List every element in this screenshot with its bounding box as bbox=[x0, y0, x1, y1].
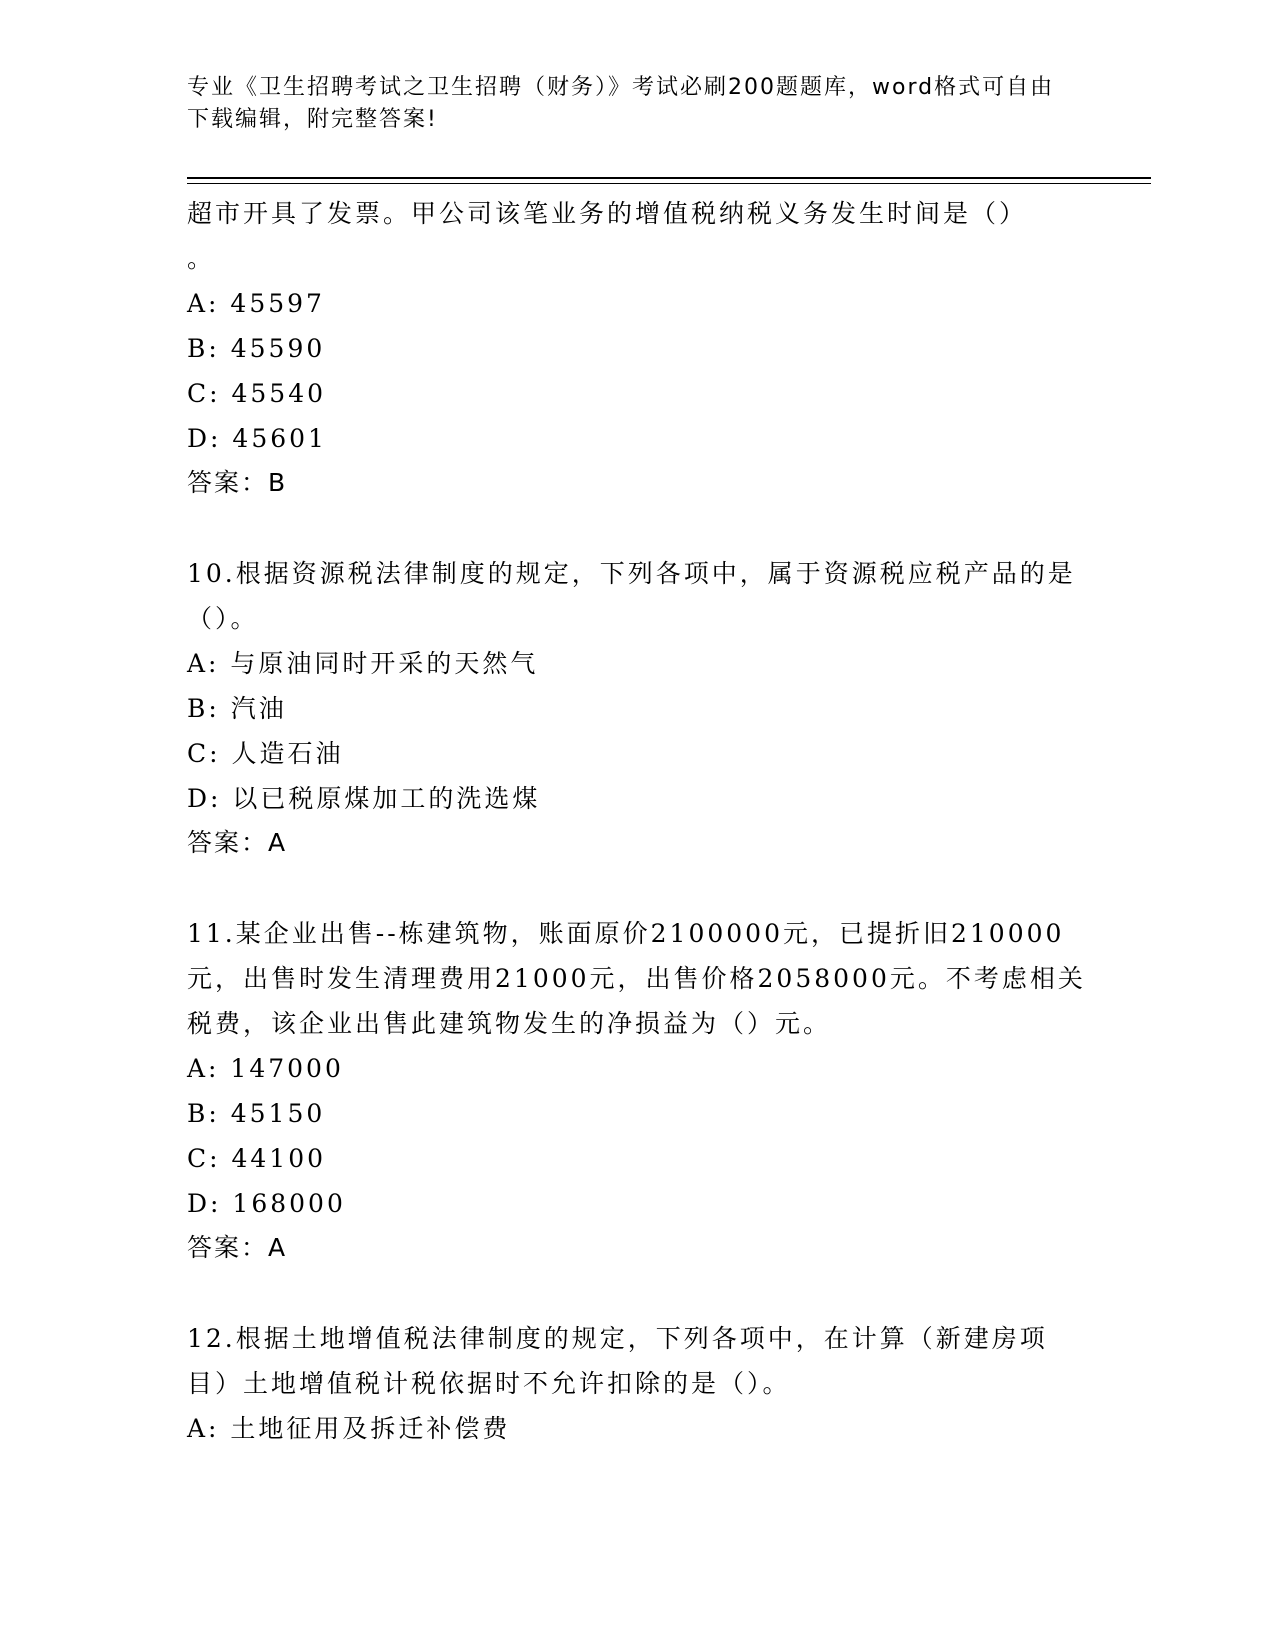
option-a: A: 45597 bbox=[187, 289, 325, 318]
option-b: B: 汽油 bbox=[187, 694, 287, 723]
option-d: D: 168000 bbox=[187, 1189, 346, 1218]
question-11-text: 11.某企业出售--栋建筑物，账面原价2100000元，已提折旧210000元，出售时发生清理费用21000元，出售价格2058000元。不考虑相关税费，该企业出售此建筑物发生的净损益为（）元。 bbox=[187, 919, 1086, 1038]
question-11 bbox=[187, 911, 1087, 1270]
question-10-text: 10.根据资源税法律制度的规定，下列各项中，属于资源税应税产品的是（）。 bbox=[187, 559, 1076, 633]
question-9-text-end: 。 bbox=[187, 244, 216, 273]
answer-value: B bbox=[268, 468, 287, 497]
question-10 bbox=[187, 551, 1087, 865]
answer-label: 答案： bbox=[187, 1233, 269, 1262]
header-rule-thick bbox=[187, 177, 1151, 179]
option-b: B: 45150 bbox=[187, 1099, 326, 1128]
question-12-text: 12.根据土地增值税法律制度的规定，下列各项中，在计算（新建房项目）土地增值税计税依据时不允许扣除的是（）。 bbox=[187, 1324, 1048, 1398]
spacer bbox=[187, 505, 1087, 551]
spacer bbox=[187, 865, 1087, 911]
option-b: B: 45590 bbox=[187, 334, 326, 363]
option-a: A: 土地征用及拆迁补偿费 bbox=[187, 1414, 511, 1443]
question-12 bbox=[187, 1316, 1087, 1451]
answer-value: A bbox=[268, 1233, 287, 1262]
answer-line bbox=[187, 821, 1087, 865]
question-9-text: 超市开具了发票。甲公司该笔业务的增值税纳税义务发生时间是（） bbox=[187, 199, 1028, 228]
question-content bbox=[187, 191, 1087, 1451]
option-a: A: 与原油同时开采的天然气 bbox=[187, 649, 539, 678]
option-c: C: 45540 bbox=[187, 379, 327, 408]
option-d: D: 45601 bbox=[187, 424, 327, 453]
option-d: D: 以已税原煤加工的洗选煤 bbox=[187, 784, 541, 813]
option-c: C: 人造石油 bbox=[187, 739, 344, 768]
answer-line bbox=[187, 1226, 1087, 1270]
answer-value: A bbox=[268, 828, 287, 857]
question-9 bbox=[187, 191, 1087, 505]
answer-label: 答案： bbox=[187, 468, 269, 497]
document-header: 专业《卫生招聘考试之卫生招聘（财务）》考试必刷200题题库，word格式可自由下载编辑，附完整答案! bbox=[187, 75, 1055, 132]
option-a: A: 147000 bbox=[187, 1054, 344, 1083]
answer-line bbox=[187, 461, 1087, 505]
spacer bbox=[187, 1270, 1087, 1316]
header-rule-thin bbox=[187, 183, 1151, 184]
option-c: C: 44100 bbox=[187, 1144, 327, 1173]
answer-label: 答案： bbox=[187, 828, 269, 857]
